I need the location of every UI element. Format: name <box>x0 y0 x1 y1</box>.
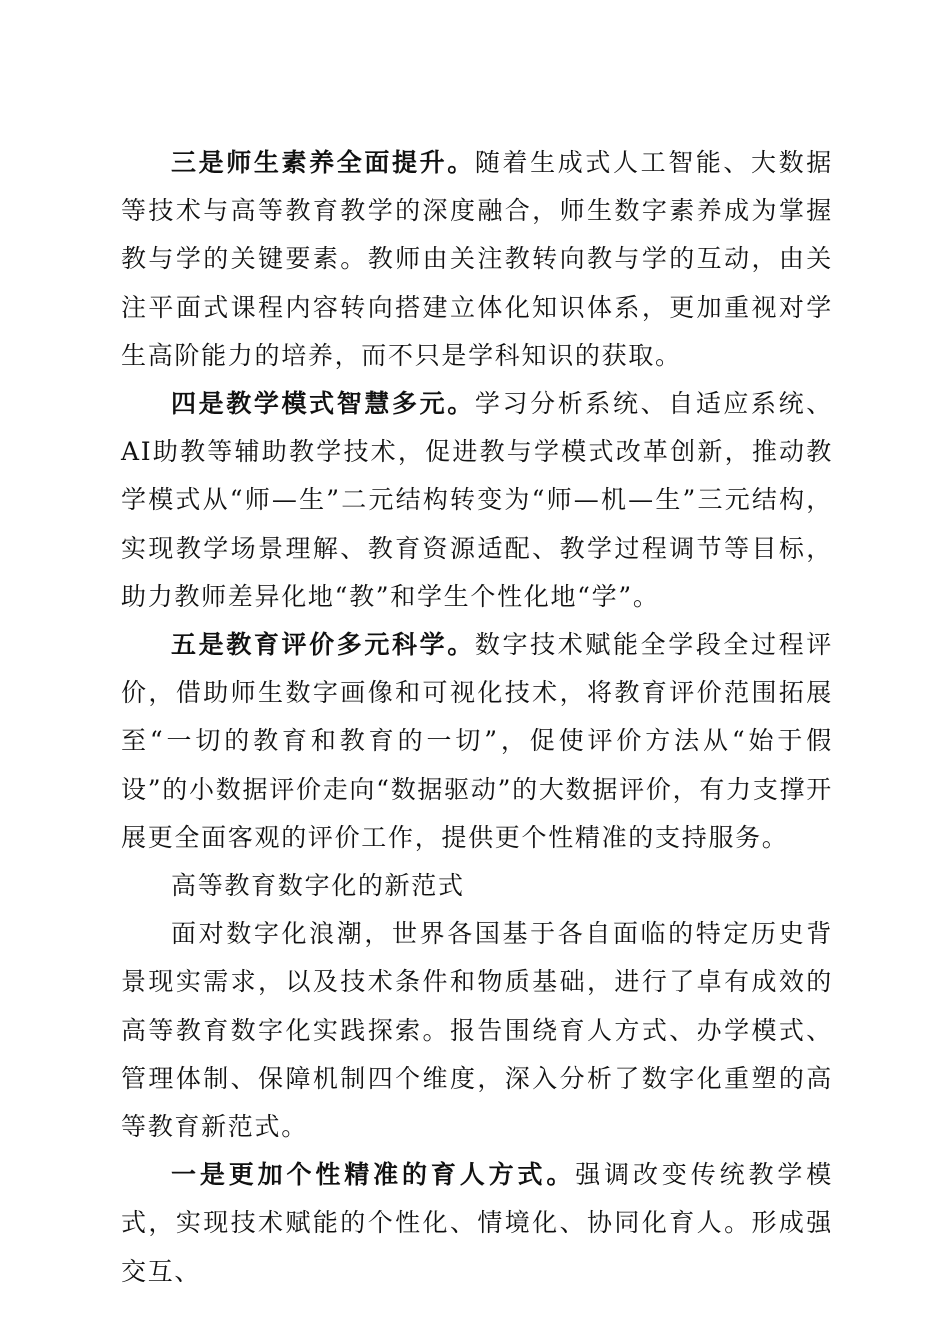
paragraph-lead: 四是教学模式智慧多元。 <box>171 389 475 419</box>
paragraph-body: 数字技术赋能全学段全过程评价，借助师生数字画像和可视化技术，将教育评价范围拓展至“一切的教育和教育的一切”，促使评价方法从“始于假设”的小数据评价走向“数据驱动”的大数据评价，有力支撑开展更全面客观的评价工作，提供更个性精准的支持服务。 <box>121 630 833 852</box>
paragraph-personalized-education <box>121 1151 833 1296</box>
paragraph-lead: 一是更加个性精准的育人方式。 <box>171 1160 576 1190</box>
paragraph-body: 随着生成式人工智能、大数据等技术与高等教育教学的深度融合，师生数字素养成为掌握教与学的关键要素。教师由关注教转向教与学的互动，由关注平面式课程内容转向搭建立体化知识体系，更加重视对学生高阶能力的培养，而不只是学科知识的获取。 <box>121 148 833 370</box>
section-heading: 高等教育数字化的新范式 <box>171 871 465 901</box>
body-text <box>121 139 833 1296</box>
paragraph-teacher-student-literacy <box>121 139 833 380</box>
paragraph-body: 强调改变传统教学模式，实现技术赋能的个性化、情境化、协同化育人。形成强交互、 <box>121 1160 833 1286</box>
paragraph-education-evaluation <box>121 621 833 862</box>
paragraph-lead: 五是教育评价多元科学。 <box>171 630 475 660</box>
paragraph-body: 学习分析系统、自适应系统、AI助教等辅助教学技术，促进教与学模式改革创新，推动教学模式从“师—生”二元结构转变为“师—机—生”三元结构，实现教学场景理解、教育资源适配、教学过程调节等目标，助力教师差异化地“教”和学生个性化地“学”。 <box>121 389 833 611</box>
paragraph-lead: 三是师生素养全面提升。 <box>171 148 475 177</box>
paragraph-intro: 面对数字化浪潮，世界各国基于各自面临的特定历史背景现实需求，以及技术条件和物质基础，进行了卓有成效的高等教育数字化实践探索。报告围绕育人方式、办学模式、管理体制、保障机制四个维度，深入分析了数字化重塑的高等教育新范式。 <box>121 919 833 1142</box>
paragraph-teaching-mode <box>121 380 833 621</box>
